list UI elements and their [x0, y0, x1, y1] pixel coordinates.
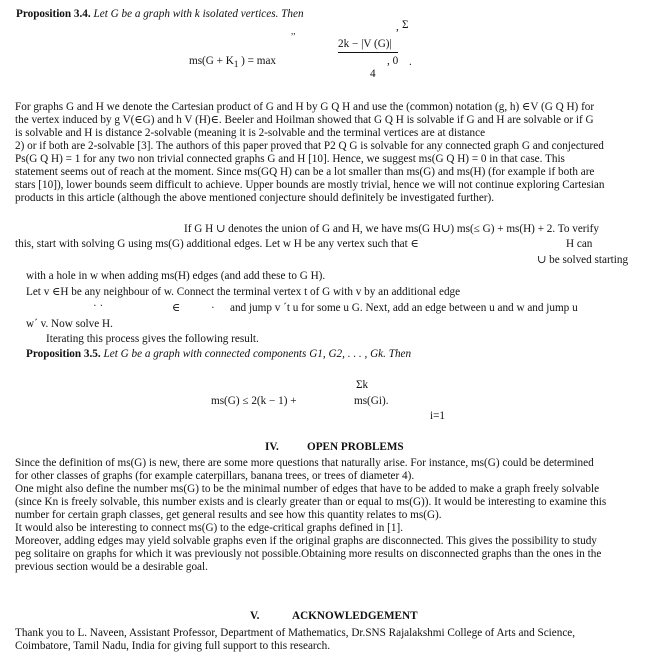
sum-symbol: Σk — [356, 379, 369, 391]
formula-sigma: Σ — [402, 19, 409, 31]
text-line: For graphs G and H we denote the Cartesian product of G and H by G Q H and use the (common) notation (g, h) ∈V (G Q H) for — [15, 101, 595, 113]
text-line: 2) or if both are 2-solvable [3]. The authors of this paper proved that P2 Q G is solvable for any connected graph G and conjectured — [15, 140, 604, 152]
jump-dot: · — [211, 302, 215, 314]
text-line: (since Kn is freely solvable, this number exists and is clearly greater than or equal to ms(G)). It would be interesting to examine this — [15, 496, 607, 508]
formula-period: . — [409, 56, 412, 68]
formula-lhs: ms(G) ≤ 2(k − 1) + — [211, 395, 297, 407]
verify-line-end: H can — [566, 238, 593, 250]
proposition-label: Proposition 3.4. — [16, 8, 91, 20]
verify-line: this, start with solving G using ms(G) additional edges. Let w H be any vertex such that ∈ — [15, 238, 419, 250]
formula-mark: ,, — [291, 26, 296, 36]
text-line: statement seems out of reach at the moment. Since ms(GQ H) can be a lot smaller than ms(G) and ms(H) (for example if both are — [15, 166, 595, 178]
acknowledgement-paragraph — [15, 627, 637, 653]
formula-denominator: 4 — [370, 68, 376, 80]
formula-rhs: ms(Gi). — [354, 395, 389, 407]
text-line: peg solitaire on graphs for which it was previously not possible.Obtaining more results on disconnected graphs than the ones in the — [15, 548, 602, 560]
proposition-label: Proposition 3.5. — [26, 348, 101, 360]
jump-element: ∈ — [172, 302, 181, 314]
solve-h-line: w´ v. Now solve H. — [26, 318, 113, 330]
neighbour-line: Let v ∈H be any neighbour of w. Connect the terminal vertex t of G with v by an additional edge — [26, 286, 461, 298]
text-line: is solvable and H is distance 2-solvable (meaning it is 2-solvable and the terminal vertices are at distance — [15, 127, 486, 139]
text-line: Moreover, adding edges may yield solvable graphs even if the original graphs are disconnected. This gives the possibility to study — [15, 535, 597, 547]
text-line: Since the definition of ms(G) is new, there are some more questions that naturally arise. For instance, ms(G) could be determined — [15, 457, 594, 469]
formula-comma-top: , — [396, 21, 399, 33]
text-line: for other classes of graphs (for example caterpillars, banana trees, or trees of diameter 4). — [15, 470, 415, 482]
text-line: previous section would be a desirable goal. — [15, 561, 208, 573]
text-line: Coimbatore, Tamil Nadu, India for giving full support to this research. — [15, 640, 330, 652]
section-5-number: V. — [250, 610, 260, 622]
section-4-number: IV. — [265, 441, 279, 453]
jump-line: and jump v ´t u for some u G. Next, add an edge between u and w and jump u — [230, 302, 578, 314]
hole-line: with a hole in w when adding ms(H) edges (and add these to G H). — [26, 270, 326, 282]
solved-starting: ∪ be solved starting — [537, 254, 629, 266]
sum-index: i=1 — [430, 410, 446, 422]
proposition-text: Let G be a graph with connected components G1, G2, . . . , Gk. Then — [103, 348, 412, 360]
proposition-3-4 — [16, 8, 304, 21]
text-line: products in this article (although the above mentioned conjecture should definitely be investigated further). — [15, 192, 495, 204]
proposition-3-5 — [26, 348, 411, 361]
text-line: One might also define the number ms(G) to be the minimal number of edges that have to be added to make a graph freely solvable — [15, 483, 600, 495]
section-5-heading: ACKNOWLEDGEMENT — [292, 610, 418, 622]
text-line: Thank you to L. Naveen, Assistant Professor, Department of Mathematics, Dr.SNS Rajalakshmi College of Arts and Science, — [15, 627, 576, 639]
formula-lhs-text: ms(G + K — [189, 55, 234, 67]
iterating-line: Iterating this process gives the following result. — [46, 333, 259, 345]
text-line: stars [10]), lower bounds seem difficult to achieve. Upper bounds are mostly trivial, hence we will not continue exploring Cartesian — [15, 179, 605, 191]
jump-dots: · · — [93, 300, 104, 312]
text-line: It would also be interesting to connect ms(G) to the edge-critical graphs defined in [1]. — [15, 522, 404, 534]
formula-lhs-end: ) = max — [241, 55, 277, 67]
formula-comma-zero: , 0 — [387, 55, 399, 67]
formula-lhs-sub: 1 — [233, 59, 239, 70]
union-statement: If G H ∪ denotes the union of G and H, we have ms(G H∪) ms(≤ G) + ms(H) + 2. To verify — [184, 223, 599, 235]
proposition-text: Let G be a graph with k isolated vertices. Then — [93, 8, 304, 20]
formula-lhs — [189, 55, 276, 71]
formula-fraction-line — [338, 52, 398, 53]
formula-fraction-numerator: 2k − |V (G)| — [338, 38, 392, 50]
open-problems-paragraph — [15, 457, 637, 574]
section-4-heading: OPEN PROBLEMS — [307, 441, 404, 453]
text-line: the vertex induced by g V(∈G) and h V (H)∈. Beeler and Hoilman showed that G Q H is solvable if G and H are solvable or if G — [15, 114, 594, 126]
text-line: Ps(G Q H) = 1 for any two non trivial connected graphs G and H [10]. Hence, we suggest ms(G Q H) = 0 in that case. This — [15, 153, 565, 165]
text-line: number for certain graph classes, get general results and see how this quantity relates to ms(G). — [15, 509, 442, 521]
cartesian-product-paragraph — [15, 101, 637, 205]
